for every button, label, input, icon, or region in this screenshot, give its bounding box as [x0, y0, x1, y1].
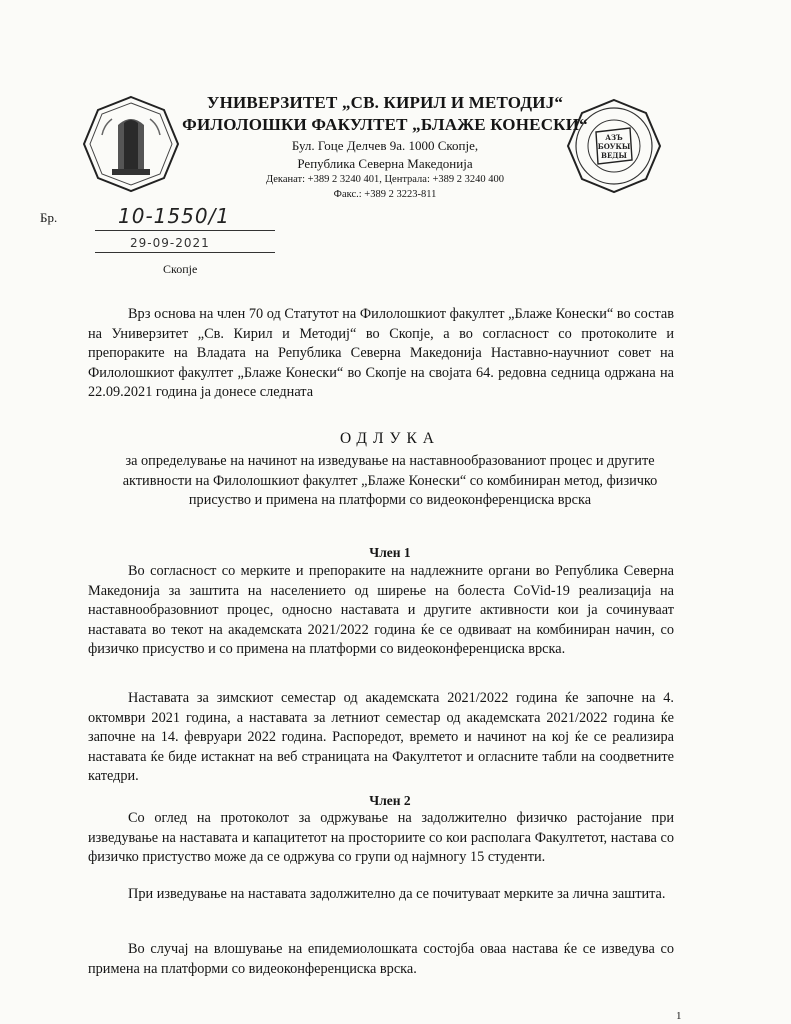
faculty-phones: Деканат: +389 2 3240 401, Централа: +389 2 3240 400 [265, 174, 505, 185]
article-2-heading: Член 2 [369, 793, 411, 808]
article-1-paragraph-1 [88, 562, 674, 660]
decision-title: ОДЛУКА [339, 430, 440, 447]
article-2-paragraph-2 [88, 885, 674, 905]
intro-text: Врз основа на член 70 од Статутот на Филолошкиот факултет „Блаже Конески“ во состав на Универзитет „Св. Кирил и Методиј“ во Скопје, а во согласност со протоколите и препораките на Владата на Република Северна Македонија Наставно-научниот совет на Филолошкиот факултет „Блаже Конески“ во Скопје на својата 64. редовна седница одржана на 22.09.2021 година ја донесе следната [88, 306, 674, 401]
article-1-heading: Член 1 [369, 545, 411, 560]
reference-city: Скопје [163, 262, 198, 276]
seal-line-2: БОУКЫ [597, 142, 631, 151]
faculty-name: ФИЛОЛОШКИ ФАКУЛТЕТ „БЛАЖЕ КОНЕСКИ“ [182, 115, 588, 134]
paragraph-text: Со оглед на протоколот за одржување на задолжително физичко растојание при изведување на наставата и капацитетот на просториите со кои располага Факултетот, настава со физичко пристуство може да се одржува со групи од најмногу 15 студенти. [88, 810, 674, 866]
decision-subtitle: за определување на начинот на изведување на наставнообразованиот процес и другите активности на Филолошкиот факултет „Блаже Конески“ со комбиниран метод, физичко присуство и примена на платформи со видеоконференциска врска [122, 453, 658, 509]
reference-underline [95, 230, 275, 231]
article-1-paragraph-2 [88, 689, 674, 787]
paragraph-text: При изведување на наставата задолжително да се почитуваат мерките за лична заштита. [128, 886, 666, 902]
university-name: УНИВЕРЗИТЕТ „СВ. КИРИЛ И МЕТОДИЈ“ [206, 93, 564, 112]
article-2-paragraph-1 [88, 809, 674, 868]
reference-label: Бр. [40, 210, 58, 225]
paragraph-text: Наставата за зимскиот семестар од академската 2021/2022 година ќе започне на 4. октомври 2021 година, а наставата за летниот семестар од академската 2021/2022 година ќе започне на 14. февруари 2022 година. Распоредот, времето и начинот на кој ќе се реализира наставата ќе биде истакнат на веб страницата на Факултетот и огласните табли на соодветните катедри. [88, 690, 674, 785]
date-underline [95, 252, 275, 253]
faculty-address: Бул. Гоце Делчев 9а. 1000 Скопје, [291, 138, 479, 153]
reference-number: 10-1550/1 [118, 204, 231, 228]
faculty-fax: Факс.: +389 2 3223-811 [333, 189, 437, 200]
seal-line-1: АЗЪ [605, 133, 623, 142]
paragraph-text: Во случај на влошување на епидемиолошката состојба оваа настава ќе се изведува со примена на платформи со видеоконференциска врска. [88, 941, 674, 977]
seal-line-3: ВЕДЫ [601, 151, 627, 160]
faculty-country: Република Северна Македонија [297, 156, 473, 171]
page-number: 1 [676, 1010, 682, 1022]
reference-date: 29-09-2021 [130, 236, 210, 250]
article-2-paragraph-3 [88, 940, 674, 979]
intro-paragraph [88, 305, 674, 403]
paragraph-text: Во согласност со мерките и препораките на надлежните органи во Република Северна Македонија за заштита на населението од ширење на болеста CoVid-19 реализација на наставнообразовниот процес, односно наставата и другите активности кои ја сочинуваат наставата во текот на академската 2021/2022 година ќе се одвиваат на комбиниран начин, со физичко присуство и со примена на платформи со видеоконференциска врска. [88, 563, 674, 658]
